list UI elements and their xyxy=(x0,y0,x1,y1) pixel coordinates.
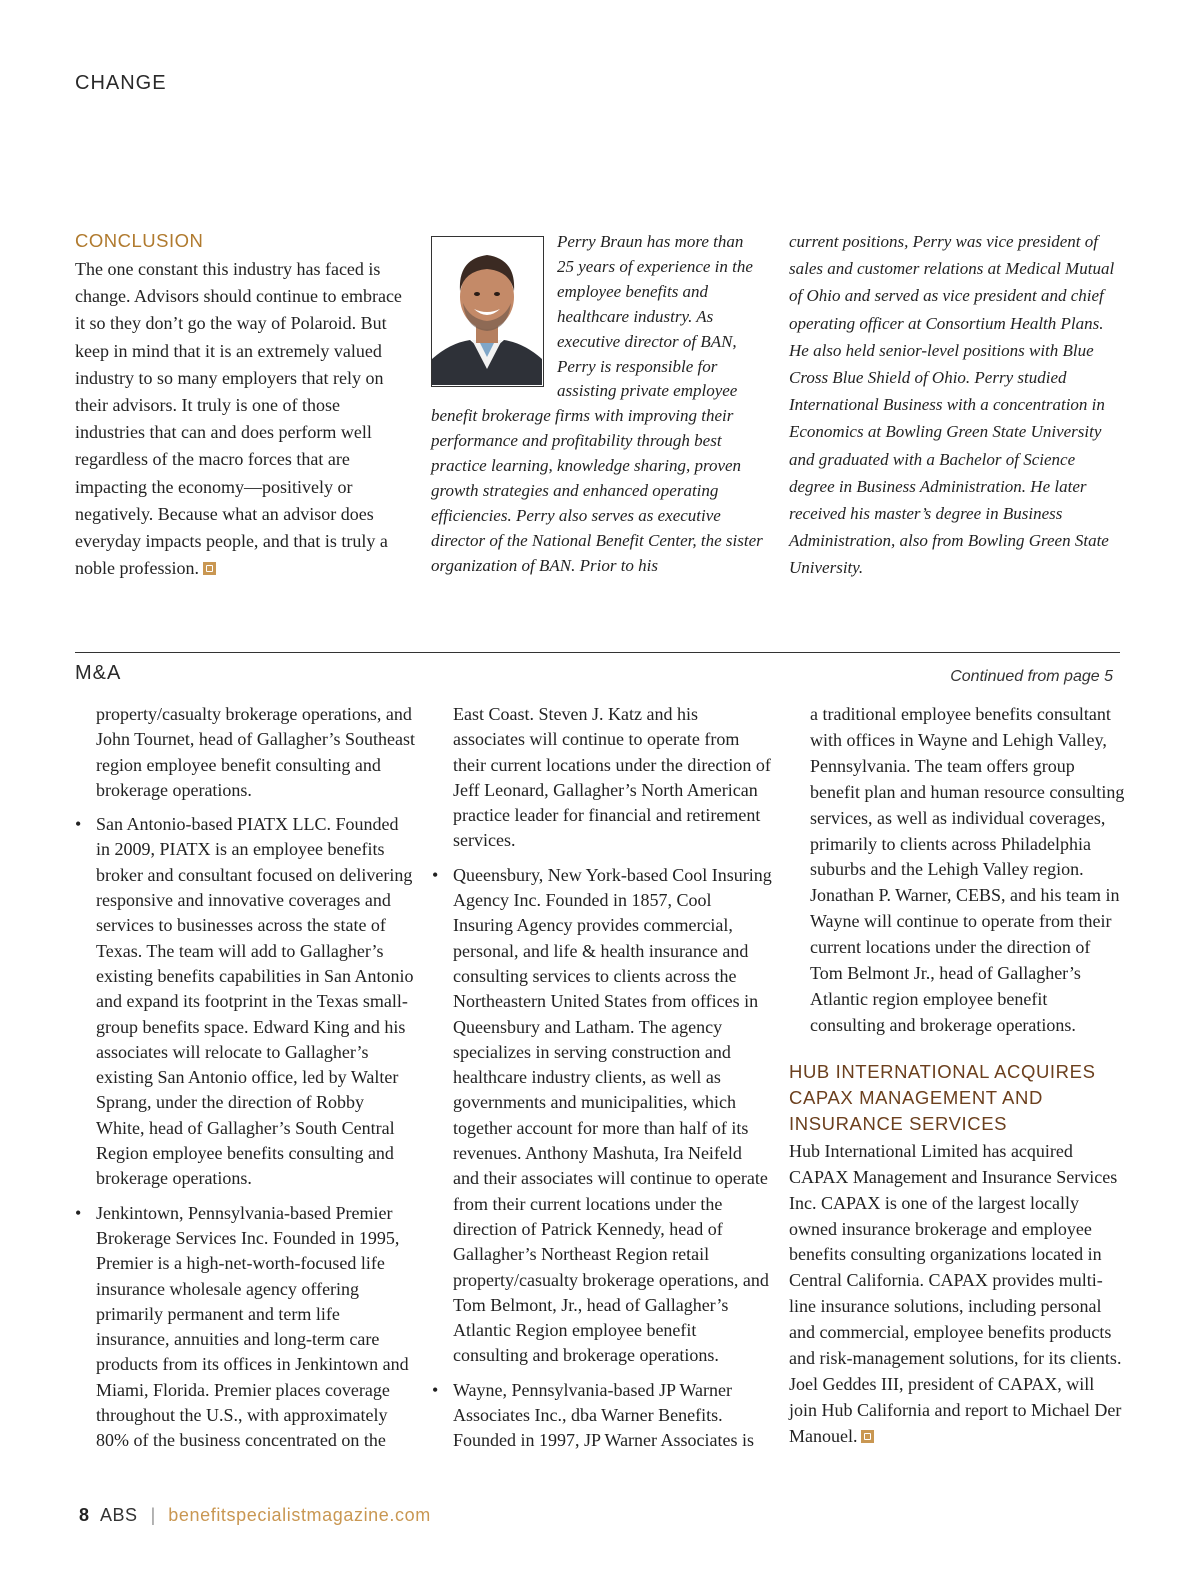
conclusion-body: The one constant this industry has faced is change. Advisors should continue to embrace it so they don’t go the way of Polaroid. But keep in mind that it is an extremely valued industry to so many employers that rely on their advisors. It truly is one of those industries that can and does perform well regardless of the macro forces that are impacting the economy—positively or negatively. Because what an advisor does everyday impacts people, and that is truly a noble profession. xyxy=(75,259,402,579)
end-mark-icon xyxy=(203,562,216,575)
author-photo xyxy=(431,236,544,387)
list-item: • Queensbury, New York-based Cool Insuring Agency Inc. Founded in 1857, Cool Insuring Agency provides commercial, personal, and life & health insurance and consulting services to clients across the Northeastern United States from offices in Queensbury and Latham. The agency specializes in serving construction and healthcare industry clients, as well as governments and municipalities, which together account for more than half of its revenues. Anthony Mashuta, Ira Neifeld and their associates will continue to operate from their current locations under the direction of Patrick Kennedy, head of Gallagher’s Northeast Region retail property/casualty brokerage operations, and Tom Belmont, Jr., head of Gallagher’s Atlantic Region employee benefit consulting and brokerage operations. xyxy=(432,863,772,1369)
ma-column-3 xyxy=(789,702,1125,1450)
hub-heading: HUB INTERNATIONAL ACQUIRES CAPAX MANAGEMENT AND INSURANCE SERVICES xyxy=(789,1060,1096,1134)
author-bio xyxy=(431,230,763,579)
ma-section-title: M&A xyxy=(75,662,122,684)
end-mark-icon xyxy=(861,1430,874,1443)
col1-bullet-list xyxy=(75,812,415,1453)
col1-lead: property/casualty brokerage operations, and John Tournet, head of Gallagher’s Southeast region employee benefit consulting and brokerage operations. xyxy=(96,704,416,800)
bio-text-part1: Perry Braun has more than 25 years of experience in the employee benefits and healthcare industry. As executive director of BAN, Perry is responsible for assisting private employee benefit brokerage firms with improving their performance and profitability through best practice learning, knowledge sharing, proven growth strategies and enhanced operating efficiencies. Perry also serves as executive director of the National Benefit Center, the sister organization of BAN. Prior to his xyxy=(431,232,763,575)
section-divider xyxy=(75,652,1120,653)
conclusion-column xyxy=(75,230,405,582)
bio-text-part2: current positions, Perry was vice president of sales and customer relations at Medical Mutual of Ohio and served as vice president and chief operating officer at Consortium Health Plans. He also held senior-level positions with Blue Cross Blue Shield of Ohio. Perry studied International Business with a concentration in Economics at Bowling Green State University and graduated with a Bachelor of Science degree in Business Administration. He later received his master’s degree in Business Administration, also from Bowling Green State University. xyxy=(789,232,1115,578)
ma-column-2 xyxy=(432,702,772,1463)
portrait-image xyxy=(432,237,542,385)
conclusion-heading: CONCLUSION xyxy=(75,230,204,251)
page-number: 8 xyxy=(79,1505,90,1525)
list-item: • Jenkintown, Pennsylvania-based Premier Brokerage Services Inc. Founded in 1995, Premier is a high-net-worth-focused life insurance wholesale agency offering primarily permanent and term life insurance, annuities and long-term care products from its offices in Jenkintown and Miami, Florida. Premier places coverage throughout the U.S., with approximately 80% of the business concentrated on the xyxy=(75,1201,415,1454)
ma-column-1 xyxy=(75,702,415,1463)
col2-bullet-list xyxy=(432,863,772,1454)
page-footer xyxy=(79,1505,431,1526)
section-title: CHANGE xyxy=(75,72,167,94)
col3-lead: a traditional employee benefits consultant with offices in Wayne and Lehigh Valley, Pennsylvania. The team offers group benefit plan and human resource consulting services, as well as individual coverages, primarily to clients across Philadelphia suburbs and the Lehigh Valley region. Jonathan P. Warner, CEBS, and his team in Wayne will continue to operate from their current locations under the direction of Tom Belmont Jr., head of Gallagher’s Atlantic region employee benefit consulting and brokerage operations. xyxy=(810,704,1125,1035)
list-item: • San Antonio-based PIATX LLC. Founded in 2009, PIATX is an employee benefits broker and consultant focused on delivering responsive and innovative coverages and services to businesses across the state of Texas. The team will add to Gallagher’s existing benefits capabilities in San Antonio and expand its footprint in the Texas small-group benefits space. Edward King and his associates will relocate to Gallagher’s existing San Antonio office, led by Walter Sprang, under the direction of Robby White, head of Gallagher’s South Central Region employee benefits consulting and brokerage operations. xyxy=(75,812,415,1191)
col2-lead: East Coast. Steven J. Katz and his associates will continue to operate from their current locations under the direction of Jeff Leonard, Gallagher’s North American practice leader for financial and retirement services. xyxy=(453,704,771,851)
publication-name: ABS xyxy=(100,1505,138,1525)
footer-separator: | xyxy=(150,1505,156,1525)
list-item: • Wayne, Pennsylvania-based JP Warner Associates Inc., dba Warner Benefits. Founded in 1997, JP Warner Associates is xyxy=(432,1378,772,1454)
hub-body: Hub International Limited has acquired CAPAX Management and Insurance Services Inc. CAPAX is one of the largest locally owned insurance brokerage and employee benefits consulting organizations located in Central California. CAPAX provides multi-line insurance solutions, including personal and commercial, employee benefits products and risk-management solutions, for its clients. Joel Geddes III, president of CAPAX, will join Hub California and report to Michael Der Manouel. xyxy=(789,1140,1122,1446)
continued-note: Continued from page 5 xyxy=(950,668,1113,685)
website-link[interactable]: benefitspecialistmagazine.com xyxy=(168,1505,431,1525)
